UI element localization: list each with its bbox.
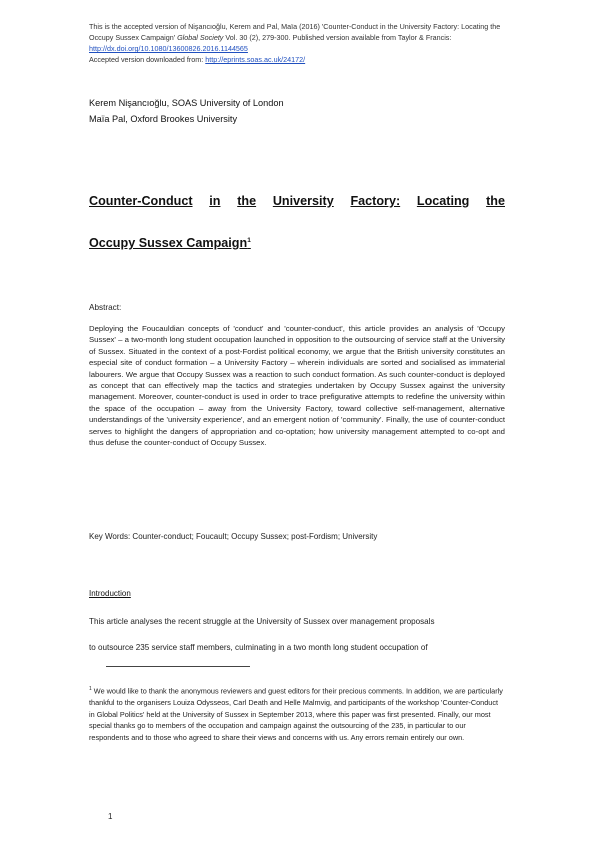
title-word: Counter-Conduct	[89, 194, 193, 208]
title-word: in	[209, 194, 221, 208]
paper-title	[89, 194, 505, 250]
title-line-1	[89, 194, 505, 214]
abstract-label: Abstract:	[89, 303, 122, 312]
download-prefix: Accepted version downloaded from:	[89, 55, 206, 64]
footnote-text: We would like to thank the anonymous reviewers and guest editors for their precious comments. In addition, we are particularly thankful to the organisers Louiza Odysseos, Carl Death and Helle Malmvig, and participants of the workshop 'Counter-Conduct in Global Politics' held at the University of Sussex in September 2013, where this paper was first presented. Finally, our most special thanks go to members of the occupation and campaign against the outsourcing of the 235, in particular to our respondents and to those who agreed to share their views and concerns with us. Any errors remain entirely our own.	[89, 686, 503, 742]
body-text-line: This article analyses the recent struggle at the University of Sussex over management proposals	[89, 617, 435, 626]
eprints-link[interactable]: http://eprints.soas.ac.uk/24172/	[205, 55, 306, 64]
body-text-line: to outsource 235 service staff members, culminating in a two month long student occupation of	[89, 643, 428, 652]
footnote-marker: 1	[89, 686, 92, 692]
author-2: Maïa Pal, Oxford Brookes University	[89, 114, 238, 124]
title-footnote-marker[interactable]: 1	[247, 236, 251, 244]
title-line-2	[89, 236, 505, 250]
footnote-divider	[106, 666, 250, 667]
title-word: the	[486, 194, 505, 208]
citation-note	[89, 21, 509, 65]
doi-link[interactable]: http://dx.doi.org/10.1080/13600826.2016.1144565	[89, 44, 248, 53]
journal-name: Global Society	[177, 33, 224, 42]
title-word: the	[237, 194, 257, 208]
citation-prefix: This is the accepted version of Nişancıoğlu, Kerem and Pal, Maïa (2016) 'Counter-Conduct in the University Factory: Locating the Occupy Sussex Campaign'	[89, 22, 501, 42]
title-word: University	[272, 194, 334, 208]
author-list	[89, 95, 509, 127]
author-1: Kerem Nişancıoğlu, SOAS University of London	[89, 98, 284, 108]
title-word: Locating	[416, 194, 470, 208]
citation-suffix: Vol. 30 (2), 279-300. Published version available from Taylor & Francis:	[223, 33, 452, 42]
footnote	[89, 684, 505, 743]
title-word: Factory:	[350, 194, 401, 208]
page-number: 1	[108, 812, 113, 821]
title-line-2-text: Occupy Sussex Campaign	[89, 236, 248, 250]
keywords: Key Words: Counter-conduct; Foucault; Occupy Sussex; post-Fordism; University	[89, 532, 378, 541]
introduction-heading: Introduction	[89, 589, 131, 598]
abstract-text: Deploying the Foucauldian concepts of 'conduct' and 'counter-conduct', this article provides an analysis of 'Occupy Sussex' – a two-month long student occupation launched in opposition to the outsourcing of service staff at the University of Sussex. Situated in the context of a post-Fordist political economy, we argue that the British university constitutes an especial site of conduct formation – a University Factory – wherein individuals are sorted and socialised as immaterial labourers. We argue that Occupy Sussex was a reaction to such conduct formation. As such counter-conduct is deployed as concept that can effectively map the tactics and strategies undertaken by Occupy Sussex against the university management. Moreover, counter-conduct is used in order to trace prefigurative attempts to redefine the university within the space of the occupation – away from the University Factory, toward collective self-management, alternative understandings of the 'university experience', and an emergent notion of 'community'. Finally, the use of counter-conduct serves to highlight the dangers of appropriation and co-optation; how university management attempted to co-opt and thus defuse the counter-conduct of Occupy Sussex.	[89, 324, 505, 448]
